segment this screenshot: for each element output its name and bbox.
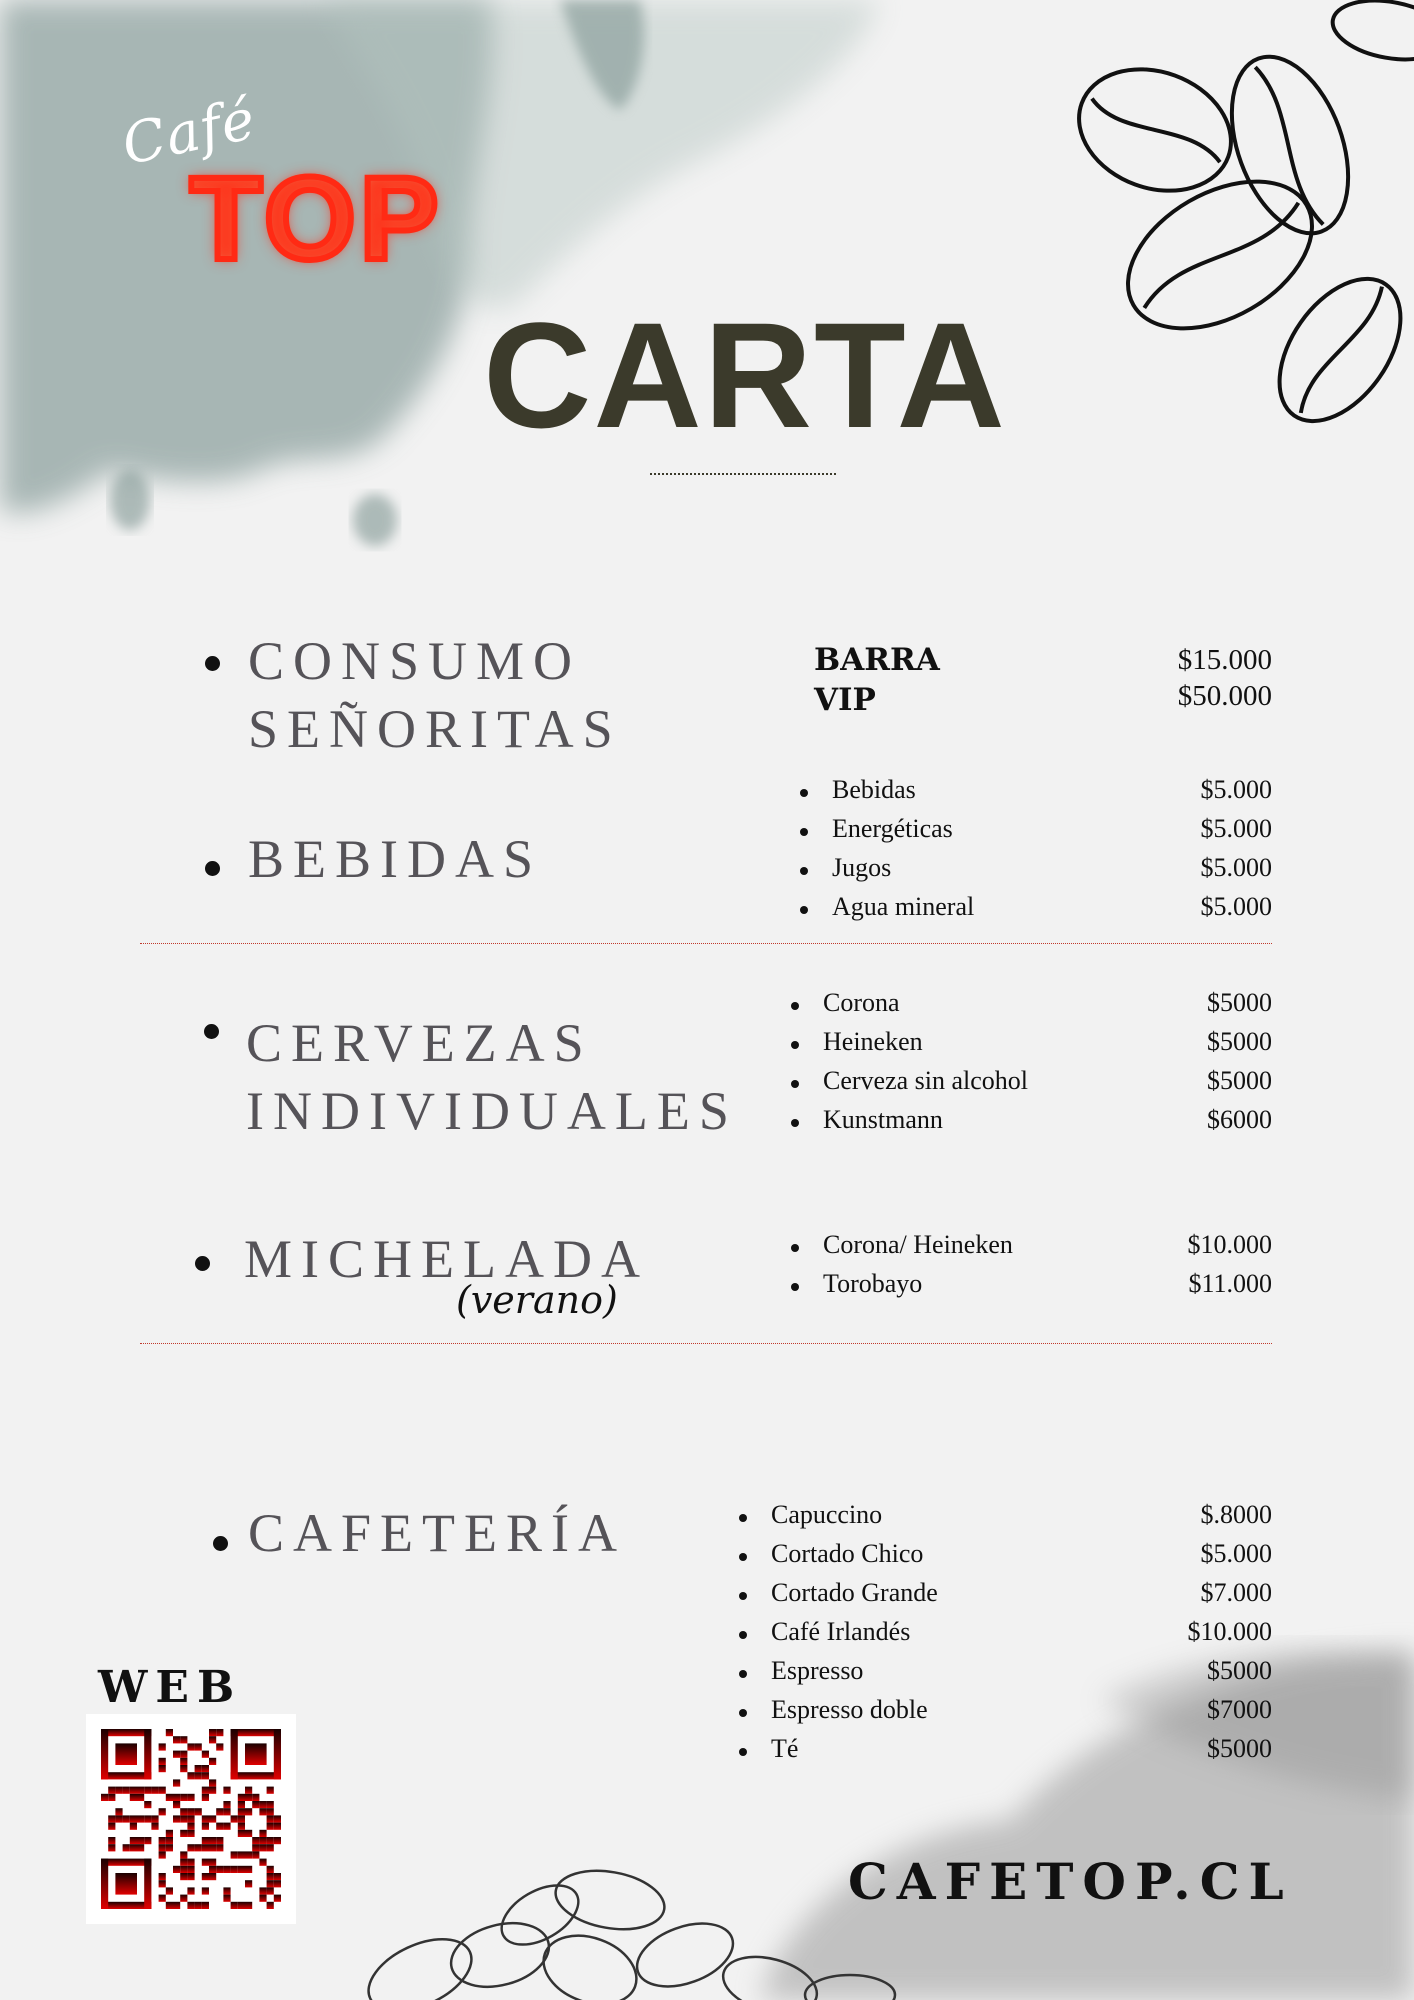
list-bullet <box>791 1041 799 1049</box>
title-underline <box>650 473 836 475</box>
list-item <box>739 1695 1272 1734</box>
section-title-bebidas: BEBIDAS <box>248 829 543 889</box>
list-item <box>791 988 1272 1027</box>
list-bullet <box>739 1709 747 1717</box>
list-bullet <box>739 1553 747 1561</box>
item-price: $.8000 <box>1200 1500 1272 1529</box>
section-title-line: INDIVIDUALES <box>246 1080 738 1141</box>
item-price: $15.000 <box>1177 644 1272 676</box>
logo-cafe-script: Café <box>116 86 262 179</box>
website-label[interactable]: CAFETOP.CL <box>848 1852 1293 1911</box>
list-item <box>739 1656 1272 1695</box>
list-bullet <box>800 789 808 797</box>
list-bullet <box>800 867 808 875</box>
section-divider <box>140 943 1272 944</box>
list-item <box>791 1105 1272 1144</box>
logo-top-neon: TOP <box>190 153 443 285</box>
coffee-beans-pile-icon <box>340 1860 900 2000</box>
list-bullet <box>791 1080 799 1088</box>
list-item <box>739 1617 1272 1656</box>
item-price: $7000 <box>1207 1695 1272 1724</box>
item-name: Torobayo <box>823 1269 923 1298</box>
section-title-cafeteria: CAFETERÍA <box>248 1503 626 1563</box>
page-title: CARTA <box>483 291 1007 459</box>
item-name: Cortado Grande <box>771 1578 938 1607</box>
list-item <box>791 1269 1272 1308</box>
list-bullet <box>791 1119 799 1127</box>
item-name: Cerveza sin alcohol <box>823 1066 1029 1095</box>
item-name: Espresso <box>771 1656 864 1685</box>
list-bullet <box>800 828 808 836</box>
list-item <box>739 1500 1272 1539</box>
list-item <box>791 1230 1272 1269</box>
list-bullet <box>739 1748 747 1756</box>
list-item <box>800 775 1272 814</box>
list-item <box>814 682 1272 722</box>
list-bullet <box>791 1244 799 1252</box>
item-price: $5.000 <box>1200 814 1272 843</box>
section-subtitle-michelada: (verano) <box>456 1278 618 1322</box>
list-bullet <box>791 1283 799 1291</box>
section-divider <box>140 1343 1272 1344</box>
item-name: Kunstmann <box>823 1105 943 1134</box>
item-price: $10.000 <box>1187 1230 1272 1259</box>
item-price: $5000 <box>1207 1656 1272 1685</box>
list-bullet <box>739 1592 747 1600</box>
list-item <box>739 1578 1272 1617</box>
item-name: Cortado Chico <box>771 1539 924 1568</box>
item-name: Jugos <box>832 853 892 882</box>
bebidas-list <box>800 775 1272 931</box>
item-name: VIP <box>814 682 876 718</box>
list-item <box>800 814 1272 853</box>
item-name: Café Irlandés <box>771 1617 911 1646</box>
section-bullet <box>205 656 220 671</box>
item-name: Capuccino <box>771 1500 883 1529</box>
item-price: $10.000 <box>1187 1617 1272 1646</box>
list-bullet <box>791 1002 799 1010</box>
section-bullet <box>204 1024 219 1039</box>
web-label: WEB <box>98 1662 243 1713</box>
list-bullet <box>739 1631 747 1639</box>
item-price: $11.000 <box>1188 1269 1272 1298</box>
cervezas-list <box>791 988 1272 1144</box>
michelada-list <box>791 1230 1272 1308</box>
item-price: $50.000 <box>1177 680 1272 712</box>
list-bullet <box>800 906 808 914</box>
list-item <box>739 1539 1272 1578</box>
list-item <box>814 642 1272 682</box>
item-name: Bebidas <box>832 775 916 804</box>
item-price: $5000 <box>1207 1066 1272 1095</box>
item-price: $7.000 <box>1200 1578 1272 1607</box>
list-item <box>800 892 1272 931</box>
item-price: $5000 <box>1207 1027 1272 1056</box>
item-name: Heineken <box>823 1027 923 1056</box>
item-price: $5.000 <box>1200 853 1272 882</box>
consumo-price-list <box>814 642 1272 722</box>
item-price: $5000 <box>1207 1734 1272 1763</box>
section-bullet <box>195 1256 210 1271</box>
item-name: BARRA <box>814 642 940 678</box>
list-item <box>739 1734 1272 1773</box>
cafeteria-list <box>739 1500 1272 1773</box>
section-title-michelada: MICHELADA <box>244 1229 649 1289</box>
item-price: $5.000 <box>1200 1539 1272 1568</box>
item-price: $5000 <box>1207 988 1272 1017</box>
item-name: Espresso doble <box>771 1695 928 1724</box>
section-title-consumo <box>248 628 622 763</box>
list-item <box>800 853 1272 892</box>
section-title-line: SEÑORITAS <box>248 698 622 759</box>
section-title-line: CERVEZAS <box>246 1013 593 1073</box>
qr-code-frame[interactable] <box>86 1714 296 1924</box>
list-bullet <box>739 1514 747 1522</box>
list-item <box>791 1066 1272 1105</box>
item-name: Corona <box>823 988 900 1017</box>
list-bullet <box>739 1670 747 1678</box>
section-title-cervezas <box>246 1010 738 1145</box>
item-price: $5.000 <box>1200 775 1272 804</box>
item-name: Energéticas <box>832 814 953 843</box>
item-name: Corona/ Heineken <box>823 1230 1013 1259</box>
item-name: Té <box>771 1734 799 1763</box>
section-title-line: CONSUMO <box>248 631 582 691</box>
section-bullet <box>213 1536 228 1551</box>
item-price: $6000 <box>1207 1105 1272 1134</box>
section-bullet <box>205 861 220 876</box>
item-price: $5.000 <box>1200 892 1272 921</box>
item-name: Agua mineral <box>832 892 975 921</box>
list-item <box>791 1027 1272 1066</box>
qr-code-icon <box>86 1714 296 1924</box>
